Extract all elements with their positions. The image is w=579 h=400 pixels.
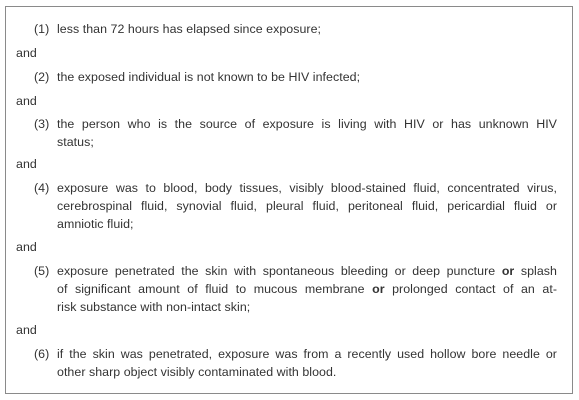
criterion-5-text <box>57 262 557 316</box>
criterion-5-line-2a: of significant amount of fluid to mucous membrane <box>57 282 365 296</box>
criterion-1-line-1: less than 72 hours has elapsed since exposure; <box>57 22 322 36</box>
criterion-5-line-1b: splash <box>520 264 557 278</box>
criterion-6-number: (6) <box>34 347 50 361</box>
criterion-5-line-3: risk substance with non-intact skin; <box>57 300 251 314</box>
criterion-3-line-1: the person who is the source of exposure is living with HIV or has unknown HIV <box>57 117 557 131</box>
criterion-2-text <box>57 68 557 86</box>
criterion-5-line-1a: exposure penetrated the skin with spontaneous bleeding or deep puncture <box>57 264 496 278</box>
criterion-5-or-2: or <box>372 282 385 296</box>
criterion-4-line-3: amniotic fluid; <box>57 217 134 231</box>
criterion-4-number: (4) <box>34 181 50 195</box>
criterion-4-line-2: cerebrospinal fluid, synovial fluid, pleural fluid, peritoneal fluid, pericardial fluid or <box>57 199 557 213</box>
conjunction-and-1: and <box>16 46 37 60</box>
criterion-5-line-2b: prolonged contact of an at- <box>392 282 557 296</box>
criterion-5-number: (5) <box>34 264 50 278</box>
criterion-5-line-2 <box>57 280 557 298</box>
criterion-3-text <box>57 115 557 151</box>
criterion-4-text <box>57 179 557 233</box>
criterion-2-number: (2) <box>34 70 50 84</box>
conjunction-and-5: and <box>16 323 37 337</box>
criterion-3-number: (3) <box>34 117 50 131</box>
criterion-3-line-2: status; <box>57 135 94 149</box>
criterion-5-line-1 <box>57 262 557 280</box>
conjunction-and-4: and <box>16 240 37 254</box>
criterion-6-line-1: if the skin was penetrated, exposure was from a recently used hollow bore needle or <box>57 347 557 361</box>
criterion-1-number: (1) <box>34 22 50 36</box>
criterion-4-line-1: exposure was to blood, body tissues, visibly blood-stained fluid, concentrated virus, <box>57 181 557 195</box>
criterion-6-line-2: other sharp object visibly contaminated with blood. <box>57 365 337 379</box>
criterion-5-or-1: or <box>501 264 515 278</box>
criterion-1-text <box>57 20 557 38</box>
criterion-6-text <box>57 345 557 381</box>
criterion-2-line-1: the exposed individual is not known to be HIV infected; <box>57 70 361 84</box>
conjunction-and-2: and <box>16 94 37 108</box>
conjunction-and-3: and <box>16 157 37 171</box>
